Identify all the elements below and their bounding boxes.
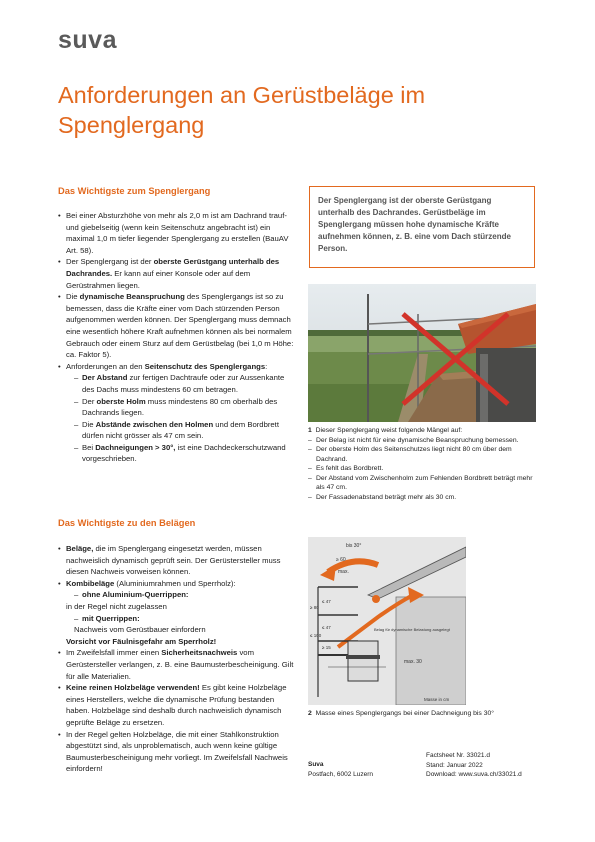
warning-text: Vorsicht vor Fäulnisgefahr am Sperrholz! — [66, 636, 217, 646]
angle-label: bis 30° — [346, 543, 362, 549]
sub-item: – Der Abstand zur fertigen Dachtraufe oder zur Aussenkante des Dachs muss mindestens 60 cm betragen. — [74, 372, 296, 395]
figure-number: 1 — [308, 427, 312, 434]
dim-60-label: ≥ 60 — [336, 557, 346, 563]
figure-number: 2 — [308, 710, 312, 717]
caption-item: – Es fehlt das Bordbrett. — [308, 464, 538, 474]
figure1-caption: 1 Dieser Spenglergang weist folgende Mängel auf: – Der Belag ist nicht für eine dynamische Beanspruchung bemessen. – Der oberste Holm des Seitenschutzes liegt nicht 80 cm über dem Dachrand. – Es fehlt das Bordbrett. – Der Abstand vom Zwischenholm zum Fehlenden Bordbrett beträgt mehr als 47 cm. – Der Fassadenabstand beträgt mehr als 30 cm. — [308, 426, 538, 502]
caption-item: – Der Fassadenabstand beträgt mehr als 30 cm. — [308, 493, 538, 503]
spenglergang-list — [58, 210, 296, 465]
list-item: • Der Spenglergang ist der oberste Gerüstgang unterhalb des Dachrandes. Er kann auf einer Konsole oder auf dem Gerüstrahmen liegen. — [58, 256, 296, 291]
caption-item: – Der oberste Holm des Seitenschutzes liegt nicht 80 cm über dem Dachrand. — [308, 445, 538, 464]
section-heading-belaege: Das Wichtigste zu den Belägen — [58, 518, 196, 528]
caption-item: – Der Belag ist nicht für eine dynamische Beanspruchung bemessen. — [308, 436, 538, 446]
section-heading-spenglergang: Das Wichtigste zum Spenglergang — [58, 186, 211, 196]
sub-item: – Der oberste Holm muss mindestens 80 cm oberhalb des Dachrands liegen. — [74, 396, 296, 419]
dim-max30-label: max. 30 — [404, 659, 422, 665]
belag-label: Belag für dynamische Belastung ausgelegt — [374, 627, 450, 632]
list-item: • Anforderungen an den Seitenschutz des Spenglergangs: – Der Abstand zur fertigen Dachtraufe oder zur Aussenkante des Dachs muss mindestens 60 cm betragen. – Der oberste Holm muss mindestens 80 cm oberhalb des Dachrands liegen. – Die Abstände zwischen den Holmen und dem Bordbrett dürfen nicht grösser als 47 cm sein. – Bei Dachneigungen > 30°, ist eine Dachdeckerschutzwand vorgeschrieben. — [58, 361, 296, 465]
list-item: • In der Regel gelten Holzbeläge, die mit einer Stahlkonstruktion abgestützt sind, als unproblematisch, auch wenn keine gültige Baumusterbescheinigung mehr vorliegt. Im Zweifelsfall Nachweis einfordern! — [58, 729, 296, 775]
factsheet-number: Factsheet Nr. 33021.d — [426, 752, 490, 759]
dimension-diagram — [308, 537, 466, 705]
sub-item: – ohne Aluminium-Querrippen: — [74, 589, 296, 601]
list-item: • Bei einer Absturzhöhe von mehr als 2,0 m ist am Dachrand trauf- und giebelseitig (wenn kein Seitenschutz angebracht ist) ein maximal 1,0 m tiefer liegender Spenglergang zu erstellen (BauAV Art. 58). — [58, 210, 296, 256]
dim-15-label: ≥ 15 — [322, 645, 331, 650]
scaffold-photo — [308, 284, 536, 422]
list-item: • Die dynamische Beanspruchung des Spenglergangs ist so zu bemessen, dass die Kräfte einer vom Dach stürzenden Person aufgenommen werden können. Der Spenglergang muss demnach eine wesentlich höhere Kraft aufnehmen können als bei normalem Gebrauch oder einem Sturz auf dem Gerüstbelag (bei 1,0 m Höhe: ca. Faktor 5). — [58, 291, 296, 361]
page-title: Anforderungen an Gerüstbeläge im Spenglergang — [58, 82, 426, 138]
list-item: • Beläge, die im Spenglergang eingesetzt werden, müssen nachweislich dynamisch geprüft sein. Der Gerüstersteller muss diesen Nachweis vorweisen können. — [58, 543, 296, 578]
dim-80-label: ≥ 80 — [310, 605, 319, 610]
factsheet-meta — [426, 751, 522, 780]
sub-item: – mit Querrippen: — [74, 613, 296, 625]
address-block — [308, 760, 373, 779]
sub-item-text: Nachweis vom Gerüstbauer einfordern — [74, 625, 206, 635]
suva-logo: suva — [58, 26, 117, 54]
dim-47b-label: ≤ 47 — [322, 625, 331, 630]
list-item: • Kombibeläge (Aluminiumrahmen und Sperrholz): – ohne Aluminium-Querrippen: in der Regel nicht zugelassen – mit Querrippen: Nachweis vom Gerüstbauer einfordern Vorsicht vor Fäulnisgefahr am Sperrholz! — [58, 578, 296, 648]
figure2-caption: 2 Masse eines Spenglergangs bei einer Dachneigung bis 30° — [308, 710, 494, 717]
org-name: Suva — [308, 761, 324, 768]
list-item: • Keine reinen Holzbeläge verwenden! Es gibt keine Holzbeläge eines Herstellers, welche die dynamische Prüfung bestanden haben. Holzbeläge sind deshalb durch nachweislich dynamisch geprüfte Beläge zu ersetzen. — [58, 682, 296, 728]
list-item: • Im Zweifelsfall immer einen Sicherheitsnachweis vom Gerüstersteller verlangen, z. B. eine Baumusterbescheinigung. Gilt für alle Materialien. — [58, 647, 296, 682]
sub-item-text: in der Regel nicht zugelassen — [66, 601, 167, 611]
sub-item: – Die Abstände zwischen den Holmen und dem Bordbrett dürfen nicht grösser als 47 cm sein. — [74, 419, 296, 442]
download-link[interactable]: Download: www.suva.ch/33021.d — [426, 771, 522, 778]
callout-box: Der Spenglergang ist der oberste Gerüstgang unterhalb des Dachrandes. Gerüstbeläge im Spenglergang müssen hohe dynamische Kräfte aufnehmen können, z. B. eine vom Dach stürzende Person. — [309, 186, 535, 268]
dim-100-label: ≤ 100 — [310, 633, 322, 638]
units-label: Masse in cm — [424, 697, 450, 702]
stand-date: Stand: Januar 2022 — [426, 761, 483, 769]
dim-47a-label: ≤ 47 — [322, 599, 331, 604]
max-label: max. — [338, 569, 349, 575]
postal-address: Postfach, 6002 Luzern — [308, 770, 374, 778]
belaege-list — [58, 543, 296, 775]
caption-item: – Der Abstand vom Zwischenholm zum Fehlenden Bordbrett beträgt mehr als 47 cm. — [308, 474, 538, 493]
sub-item: – Bei Dachneigungen > 30°, ist eine Dachdeckerschutzwand vorgeschrieben. — [74, 442, 296, 465]
